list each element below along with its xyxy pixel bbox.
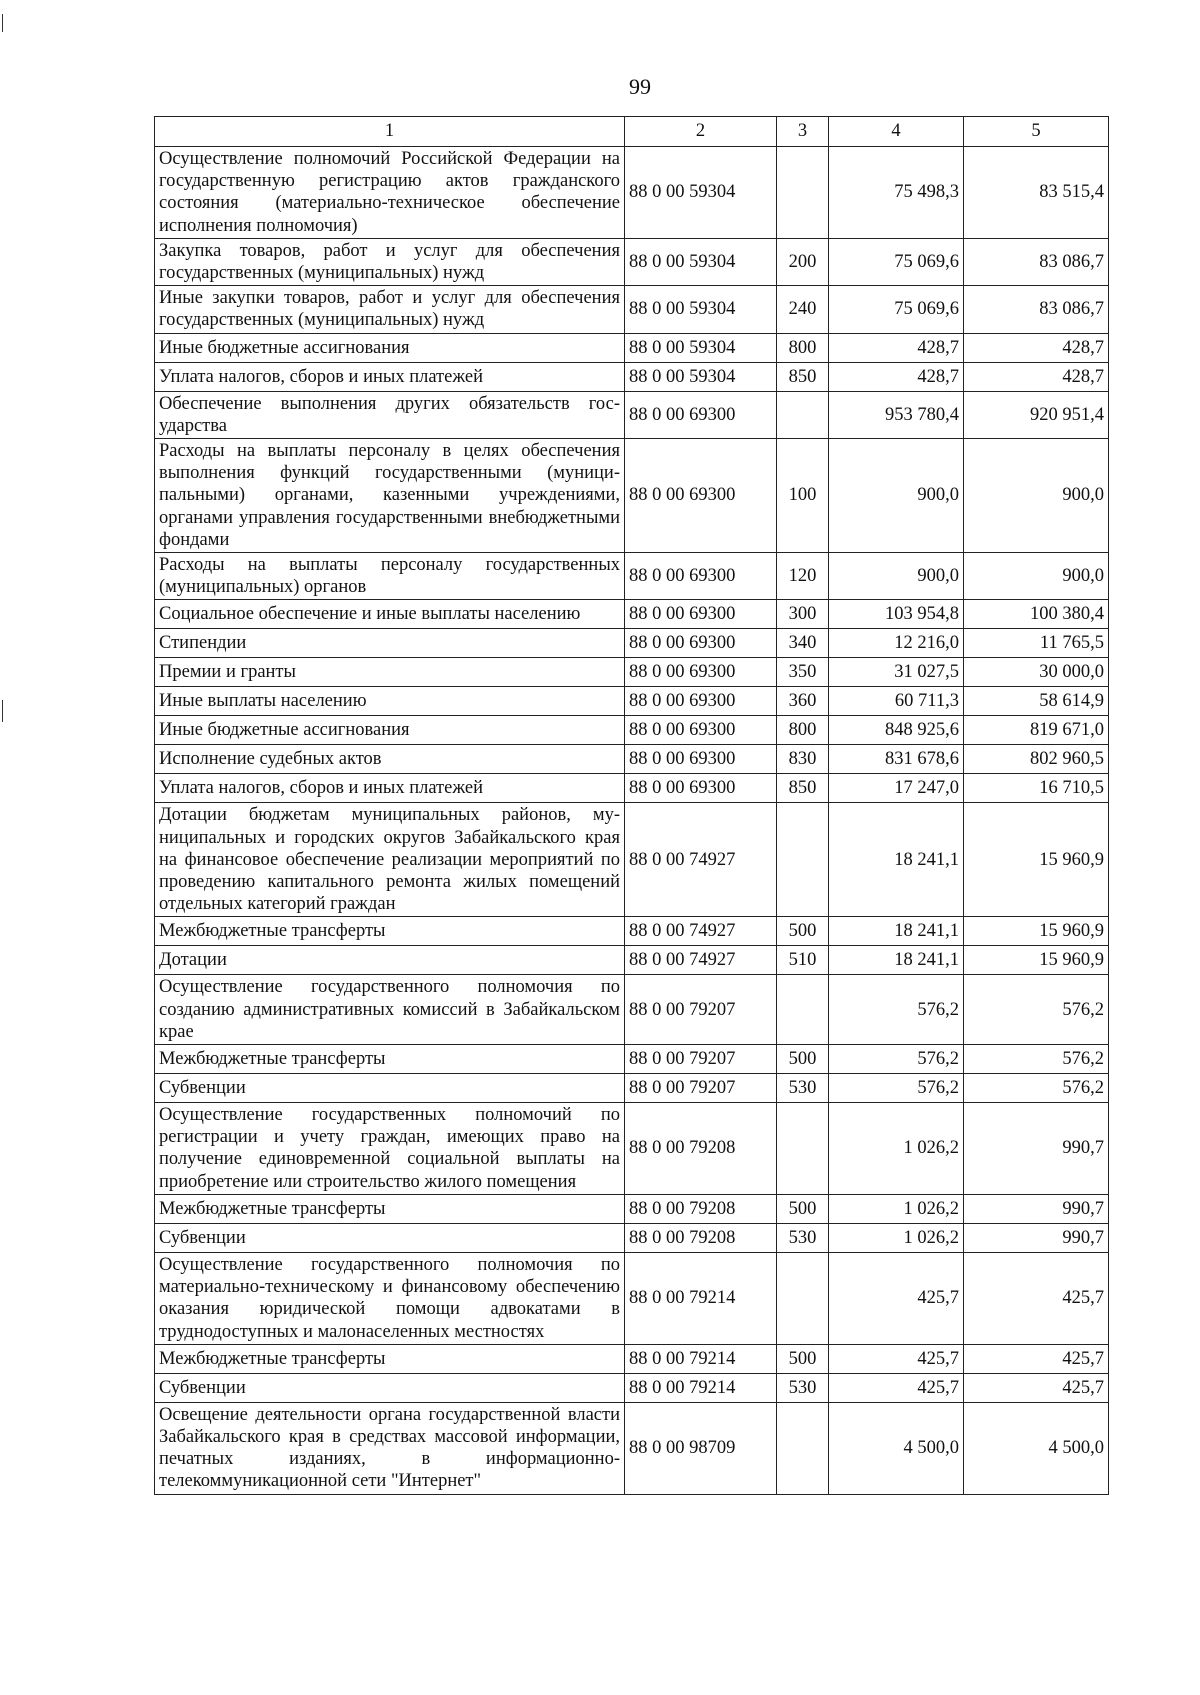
expense-type-code-cell: 850 xyxy=(777,774,829,803)
amount-col4-cell: 576,2 xyxy=(829,1074,964,1103)
target-article-code-cell: 88 0 00 74927 xyxy=(625,917,777,946)
amount-col4-cell: 425,7 xyxy=(829,1344,964,1373)
target-article-code-cell: 88 0 00 59304 xyxy=(625,238,777,285)
target-article-code-cell: 88 0 00 59304 xyxy=(625,333,777,362)
expense-type-code-cell: 500 xyxy=(777,1344,829,1373)
amount-col5-cell: 58 614,9 xyxy=(964,687,1109,716)
target-article-code-cell: 88 0 00 79208 xyxy=(625,1223,777,1252)
table-row xyxy=(155,1194,1109,1223)
table-row xyxy=(155,1344,1109,1373)
amount-col4-cell: 75 069,6 xyxy=(829,286,964,333)
target-article-code-cell: 88 0 00 69300 xyxy=(625,774,777,803)
table-header-row xyxy=(155,117,1109,147)
amount-col5-cell: 425,7 xyxy=(964,1252,1109,1344)
expense-name-cell: Субвенции xyxy=(155,1223,625,1252)
table-row xyxy=(155,687,1109,716)
expense-name-cell: Стипендии xyxy=(155,629,625,658)
expense-type-code-cell: 500 xyxy=(777,1045,829,1074)
expense-name-cell: Социальное обеспечение и иные выплаты населению xyxy=(155,600,625,629)
expense-name-cell: Субвенции xyxy=(155,1373,625,1402)
amount-col5-cell: 428,7 xyxy=(964,362,1109,391)
expense-name-cell: Осуществление государственного полномочия по материально-техническому и финансовому обеспечению оказания юридической помощи адвокатами в труднодоступных и малонаселенных местностях xyxy=(155,1252,625,1344)
expense-type-code-cell: 500 xyxy=(777,917,829,946)
budget-table xyxy=(154,116,1109,1495)
expense-name-cell: Межбюджетные трансферты xyxy=(155,1344,625,1373)
table-row xyxy=(155,629,1109,658)
amount-col4-cell: 18 241,1 xyxy=(829,917,964,946)
expense-name-cell: Иные бюджетные ассигнования xyxy=(155,333,625,362)
expense-name-cell: Иные бюджетные ассигнования xyxy=(155,716,625,745)
target-article-code-cell: 88 0 00 79207 xyxy=(625,1045,777,1074)
expense-type-code-cell: 830 xyxy=(777,745,829,774)
table-row xyxy=(155,975,1109,1045)
table-row xyxy=(155,362,1109,391)
expense-type-code-cell: 800 xyxy=(777,333,829,362)
expense-name-cell: Дотации бюджетам муниципальных районов, муниципальных и городских округов Забайкальского края на финансовое обеспечение реализации мероприятий по проведению капитального ремонта жилых помещений отдельных категорий граждан xyxy=(155,803,625,917)
amount-col4-cell: 1 026,2 xyxy=(829,1223,964,1252)
target-article-code-cell: 88 0 00 59304 xyxy=(625,147,777,239)
expense-type-code-cell xyxy=(777,803,829,917)
amount-col5-cell: 990,7 xyxy=(964,1194,1109,1223)
expense-name-cell: Межбюджетные трансферты xyxy=(155,917,625,946)
expense-name-cell: Дотации xyxy=(155,946,625,975)
amount-col4-cell: 576,2 xyxy=(829,975,964,1045)
table-row xyxy=(155,286,1109,333)
target-article-code-cell: 88 0 00 79208 xyxy=(625,1194,777,1223)
table-row xyxy=(155,658,1109,687)
amount-col5-cell: 11 765,5 xyxy=(964,629,1109,658)
table-row xyxy=(155,745,1109,774)
amount-col5-cell: 83 086,7 xyxy=(964,238,1109,285)
table-row xyxy=(155,439,1109,553)
column-header: 5 xyxy=(964,117,1109,147)
target-article-code-cell: 88 0 00 79207 xyxy=(625,1074,777,1103)
table-row xyxy=(155,238,1109,285)
expense-name-cell: Иные закупки товаров, работ и услуг для обеспечения государственных (муниципальных) нужд xyxy=(155,286,625,333)
amount-col5-cell: 576,2 xyxy=(964,1074,1109,1103)
amount-col5-cell: 428,7 xyxy=(964,333,1109,362)
target-article-code-cell: 88 0 00 69300 xyxy=(625,687,777,716)
target-article-code-cell: 88 0 00 69300 xyxy=(625,745,777,774)
expense-name-cell: Обеспечение выполнения других обязательств государства xyxy=(155,391,625,438)
amount-col4-cell: 576,2 xyxy=(829,1045,964,1074)
expense-type-code-cell: 530 xyxy=(777,1373,829,1402)
target-article-code-cell: 88 0 00 79208 xyxy=(625,1103,777,1195)
expense-name-cell: Расходы на выплаты персоналу в целях обеспечения выполнения функций государственными (муниципальными) органами, казенными учреждениями, органами управления государственными внебюджетными фондами xyxy=(155,439,625,553)
amount-col5-cell: 83 086,7 xyxy=(964,286,1109,333)
table-row xyxy=(155,917,1109,946)
target-article-code-cell: 88 0 00 79214 xyxy=(625,1344,777,1373)
expense-type-code-cell xyxy=(777,1252,829,1344)
expense-type-code-cell xyxy=(777,1402,829,1494)
amount-col4-cell: 428,7 xyxy=(829,362,964,391)
amount-col5-cell: 990,7 xyxy=(964,1223,1109,1252)
expense-type-code-cell: 340 xyxy=(777,629,829,658)
table-row xyxy=(155,333,1109,362)
table-row xyxy=(155,600,1109,629)
table-row xyxy=(155,1223,1109,1252)
target-article-code-cell: 88 0 00 69300 xyxy=(625,658,777,687)
expense-type-code-cell: 530 xyxy=(777,1223,829,1252)
scan-edge-mark xyxy=(2,700,3,722)
table-row xyxy=(155,1252,1109,1344)
expense-type-code-cell: 100 xyxy=(777,439,829,553)
table-row xyxy=(155,946,1109,975)
amount-col5-cell: 920 951,4 xyxy=(964,391,1109,438)
expense-type-code-cell: 350 xyxy=(777,658,829,687)
expense-name-cell: Межбюджетные трансферты xyxy=(155,1045,625,1074)
expense-name-cell: Осуществление государственного полномочия по созданию административных комиссий в Забайкальском крае xyxy=(155,975,625,1045)
target-article-code-cell: 88 0 00 59304 xyxy=(625,286,777,333)
amount-col4-cell: 12 216,0 xyxy=(829,629,964,658)
expense-name-cell: Освещение деятельности органа государственной власти Забайкальского края в средствах массовой информации, печатных изданиях, в информационно-телекоммуникационной сети "Интернет" xyxy=(155,1402,625,1494)
expense-type-code-cell: 300 xyxy=(777,600,829,629)
table-row xyxy=(155,553,1109,600)
target-article-code-cell: 88 0 00 74927 xyxy=(625,803,777,917)
target-article-code-cell: 88 0 00 69300 xyxy=(625,553,777,600)
table-row xyxy=(155,391,1109,438)
expense-type-code-cell: 500 xyxy=(777,1194,829,1223)
expense-type-code-cell: 850 xyxy=(777,362,829,391)
target-article-code-cell: 88 0 00 59304 xyxy=(625,362,777,391)
expense-name-cell: Осуществление полномочий Российской Федерации на государственную регистрацию актов гражданского состояния (материально-техническое обеспечение исполнения полномочия) xyxy=(155,147,625,239)
expense-name-cell: Осуществление государственных полномочий по регистрации и учету граждан, имеющих право на получение единовременной социальной выплаты на приобретение или строительство жилого помещения xyxy=(155,1103,625,1195)
amount-col4-cell: 60 711,3 xyxy=(829,687,964,716)
expense-type-code-cell: 200 xyxy=(777,238,829,285)
expense-type-code-cell xyxy=(777,1103,829,1195)
amount-col5-cell: 15 960,9 xyxy=(964,946,1109,975)
amount-col4-cell: 953 780,4 xyxy=(829,391,964,438)
table-row xyxy=(155,1103,1109,1195)
column-header: 3 xyxy=(777,117,829,147)
amount-col4-cell: 17 247,0 xyxy=(829,774,964,803)
amount-col4-cell: 425,7 xyxy=(829,1252,964,1344)
target-article-code-cell: 88 0 00 69300 xyxy=(625,391,777,438)
target-article-code-cell: 88 0 00 74927 xyxy=(625,946,777,975)
column-header: 1 xyxy=(155,117,625,147)
expense-type-code-cell: 360 xyxy=(777,687,829,716)
amount-col4-cell: 31 027,5 xyxy=(829,658,964,687)
amount-col4-cell: 900,0 xyxy=(829,439,964,553)
amount-col5-cell: 100 380,4 xyxy=(964,600,1109,629)
amount-col4-cell: 900,0 xyxy=(829,553,964,600)
expense-name-cell: Закупка товаров, работ и услуг для обеспечения государственных (муниципальных) нужд xyxy=(155,238,625,285)
target-article-code-cell: 88 0 00 69300 xyxy=(625,600,777,629)
amount-col5-cell: 16 710,5 xyxy=(964,774,1109,803)
scan-edge-mark xyxy=(2,14,3,32)
expense-name-cell: Иные выплаты населению xyxy=(155,687,625,716)
amount-col4-cell: 425,7 xyxy=(829,1373,964,1402)
expense-name-cell: Уплата налогов, сборов и иных платежей xyxy=(155,774,625,803)
expense-name-cell: Исполнение судебных актов xyxy=(155,745,625,774)
amount-col4-cell: 4 500,0 xyxy=(829,1402,964,1494)
amount-col5-cell: 30 000,0 xyxy=(964,658,1109,687)
amount-col5-cell: 802 960,5 xyxy=(964,745,1109,774)
amount-col4-cell: 75 069,6 xyxy=(829,238,964,285)
amount-col4-cell: 428,7 xyxy=(829,333,964,362)
expense-type-code-cell: 120 xyxy=(777,553,829,600)
amount-col4-cell: 18 241,1 xyxy=(829,803,964,917)
expense-type-code-cell: 510 xyxy=(777,946,829,975)
target-article-code-cell: 88 0 00 69300 xyxy=(625,629,777,658)
page-number: 99 xyxy=(629,74,651,99)
table-row xyxy=(155,1373,1109,1402)
expense-name-cell: Уплата налогов, сборов и иных платежей xyxy=(155,362,625,391)
amount-col5-cell: 576,2 xyxy=(964,1045,1109,1074)
amount-col5-cell: 900,0 xyxy=(964,553,1109,600)
table-row xyxy=(155,1074,1109,1103)
expense-type-code-cell: 530 xyxy=(777,1074,829,1103)
expense-name-cell: Премии и гранты xyxy=(155,658,625,687)
column-header: 4 xyxy=(829,117,964,147)
amount-col4-cell: 103 954,8 xyxy=(829,600,964,629)
amount-col4-cell: 1 026,2 xyxy=(829,1194,964,1223)
amount-col4-cell: 831 678,6 xyxy=(829,745,964,774)
amount-col4-cell: 75 498,3 xyxy=(829,147,964,239)
target-article-code-cell: 88 0 00 79214 xyxy=(625,1252,777,1344)
expense-name-cell: Субвенции xyxy=(155,1074,625,1103)
amount-col4-cell: 18 241,1 xyxy=(829,946,964,975)
amount-col5-cell: 819 671,0 xyxy=(964,716,1109,745)
target-article-code-cell: 88 0 00 79214 xyxy=(625,1373,777,1402)
table-body xyxy=(155,147,1109,1495)
target-article-code-cell: 88 0 00 69300 xyxy=(625,439,777,553)
expense-type-code-cell: 800 xyxy=(777,716,829,745)
table-row xyxy=(155,774,1109,803)
expense-type-code-cell xyxy=(777,391,829,438)
amount-col4-cell: 848 925,6 xyxy=(829,716,964,745)
column-header: 2 xyxy=(625,117,777,147)
expense-type-code-cell: 240 xyxy=(777,286,829,333)
amount-col5-cell: 15 960,9 xyxy=(964,917,1109,946)
amount-col5-cell: 425,7 xyxy=(964,1373,1109,1402)
amount-col5-cell: 900,0 xyxy=(964,439,1109,553)
expense-name-cell: Расходы на выплаты персоналу государственных (муниципальных) органов xyxy=(155,553,625,600)
expense-type-code-cell xyxy=(777,147,829,239)
amount-col5-cell: 990,7 xyxy=(964,1103,1109,1195)
amount-col5-cell: 83 515,4 xyxy=(964,147,1109,239)
table-row xyxy=(155,716,1109,745)
table-row xyxy=(155,147,1109,239)
expense-type-code-cell xyxy=(777,975,829,1045)
table-row xyxy=(155,1045,1109,1074)
table-row xyxy=(155,1402,1109,1494)
amount-col5-cell: 425,7 xyxy=(964,1344,1109,1373)
amount-col4-cell: 1 026,2 xyxy=(829,1103,964,1195)
target-article-code-cell: 88 0 00 79207 xyxy=(625,975,777,1045)
target-article-code-cell: 88 0 00 98709 xyxy=(625,1402,777,1494)
expense-name-cell: Межбюджетные трансферты xyxy=(155,1194,625,1223)
table-row xyxy=(155,803,1109,917)
amount-col5-cell: 576,2 xyxy=(964,975,1109,1045)
target-article-code-cell: 88 0 00 69300 xyxy=(625,716,777,745)
amount-col5-cell: 4 500,0 xyxy=(964,1402,1109,1494)
amount-col5-cell: 15 960,9 xyxy=(964,803,1109,917)
